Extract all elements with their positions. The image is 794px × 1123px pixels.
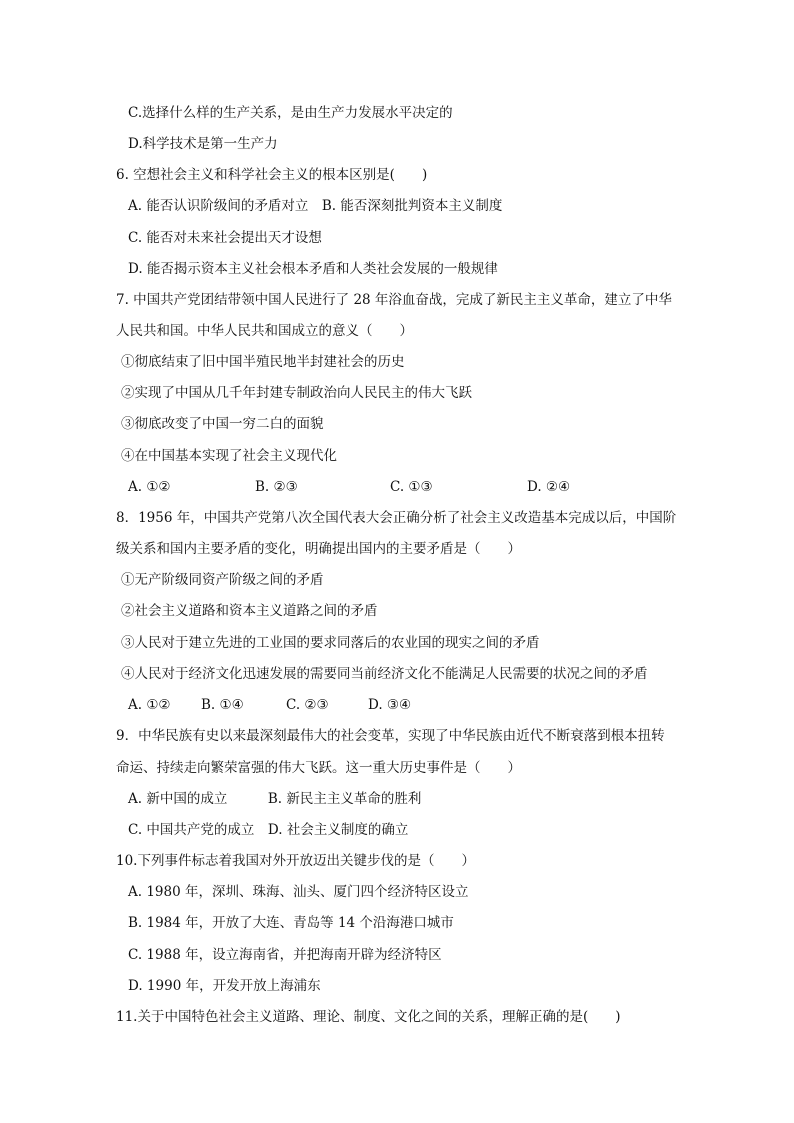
q10-option-d: D. 1990 年，开发开放上海浦东 (128, 978, 321, 994)
question-8-stem-line2: 级关系和国内主要矛盾的变化，明确提出国内的主要矛盾是（ ） (116, 541, 521, 557)
question-9-stem-line1: 9．中华民族有史以来最深刻最伟大的社会变革，实现了中华民族由近代不断衰落到根本扭转 (116, 728, 665, 744)
q8-statement-4: ④人民对于经济文化迅速发展的需要同当前经济文化不能满足人民需要的状况之间的矛盾 (121, 666, 648, 682)
q7-option-d: D. ②④ (527, 479, 571, 495)
question-9-stem-line2: 命运、持续走向繁荣富强的伟大飞跃。这一重大历史事件是（ ） (116, 760, 521, 776)
question-6-stem: 6. 空想社会主义和科学社会主义的根本区别是( ) (116, 167, 428, 183)
q7-statement-2: ②实现了中国从几千年封建专制政治向人民民主的伟大飞跃 (121, 385, 472, 401)
q8-options (128, 696, 411, 714)
q10-option-c: C. 1988 年，设立海南省，并把海南开辟为经济特区 (128, 947, 442, 963)
q5-option-c: C.选择什么样的生产关系，是由生产力发展水平决定的 (128, 105, 453, 121)
q7-option-b: B. ②③ (255, 479, 298, 495)
question-10-stem: 10.下列事件标志着我国对外开放迈出关键步伐的是（ ） (116, 853, 475, 869)
q8-option-a: A. ①② (128, 697, 171, 713)
q9-options-ab: A. 新中国的成立 B. 新民主主义革命的胜利 (128, 791, 422, 807)
question-7-stem-line2: 人民共和国。中华人民共和国成立的意义（ ） (116, 323, 413, 339)
q8-option-d: D. ③④ (368, 697, 412, 713)
q10-option-a: A. 1980 年，深圳、珠海、汕头、厦门四个经济特区设立 (128, 884, 469, 900)
q8-statement-1: ①无产阶级同资产阶级之间的矛盾 (121, 572, 324, 588)
q10-option-b: B. 1984 年，开放了大连、青岛等 14 个沿海港口城市 (128, 915, 454, 931)
q6-option-d: D. 能否揭示资本主义社会根本矛盾和人类社会发展的一般规律 (128, 261, 498, 277)
q7-statement-4: ④在中国基本实现了社会主义现代化 (121, 448, 337, 464)
q8-option-c: C. ②③ (286, 697, 329, 713)
q7-options (128, 478, 570, 496)
q6-option-c: C. 能否对未来社会提出天才设想 (128, 230, 322, 246)
q7-statement-3: ③彻底改变了中国一穷二白的面貌 (121, 416, 324, 432)
q8-option-b: B. ①④ (201, 697, 244, 713)
question-11-stem: 11.关于中国特色社会主义道路、理论、制度、文化之间的关系，理解正确的是( ) (116, 1009, 621, 1025)
q7-option-a: A. ①② (128, 479, 171, 495)
q9-options-cd: C. 中国共产党的成立 D. 社会主义制度的确立 (128, 822, 409, 838)
q6-options-ab: A. 能否认识阶级间的矛盾对立 B. 能否深刻批判资本主义制度 (128, 198, 503, 214)
q8-statement-3: ③人民对于建立先进的工业国的要求同落后的农业国的现实之间的矛盾 (121, 635, 540, 651)
q7-option-c: C. ①③ (390, 479, 433, 495)
q5-option-d: D.科学技术是第一生产力 (128, 136, 278, 152)
q8-statement-2: ②社会主义道路和资本主义道路之间的矛盾 (121, 603, 378, 619)
q7-statement-1: ①彻底结束了旧中国半殖民地半封建社会的历史 (121, 354, 405, 370)
question-7-stem-line1: 7. 中国共产党团结带领中国人民进行了 28 年浴血奋战，完成了新民主主义革命，建立了中华 (116, 292, 672, 308)
question-8-stem-line1: 8．1956 年，中国共产党第八次全国代表大会正确分析了社会主义改造基本完成以后，中国阶 (116, 510, 677, 526)
